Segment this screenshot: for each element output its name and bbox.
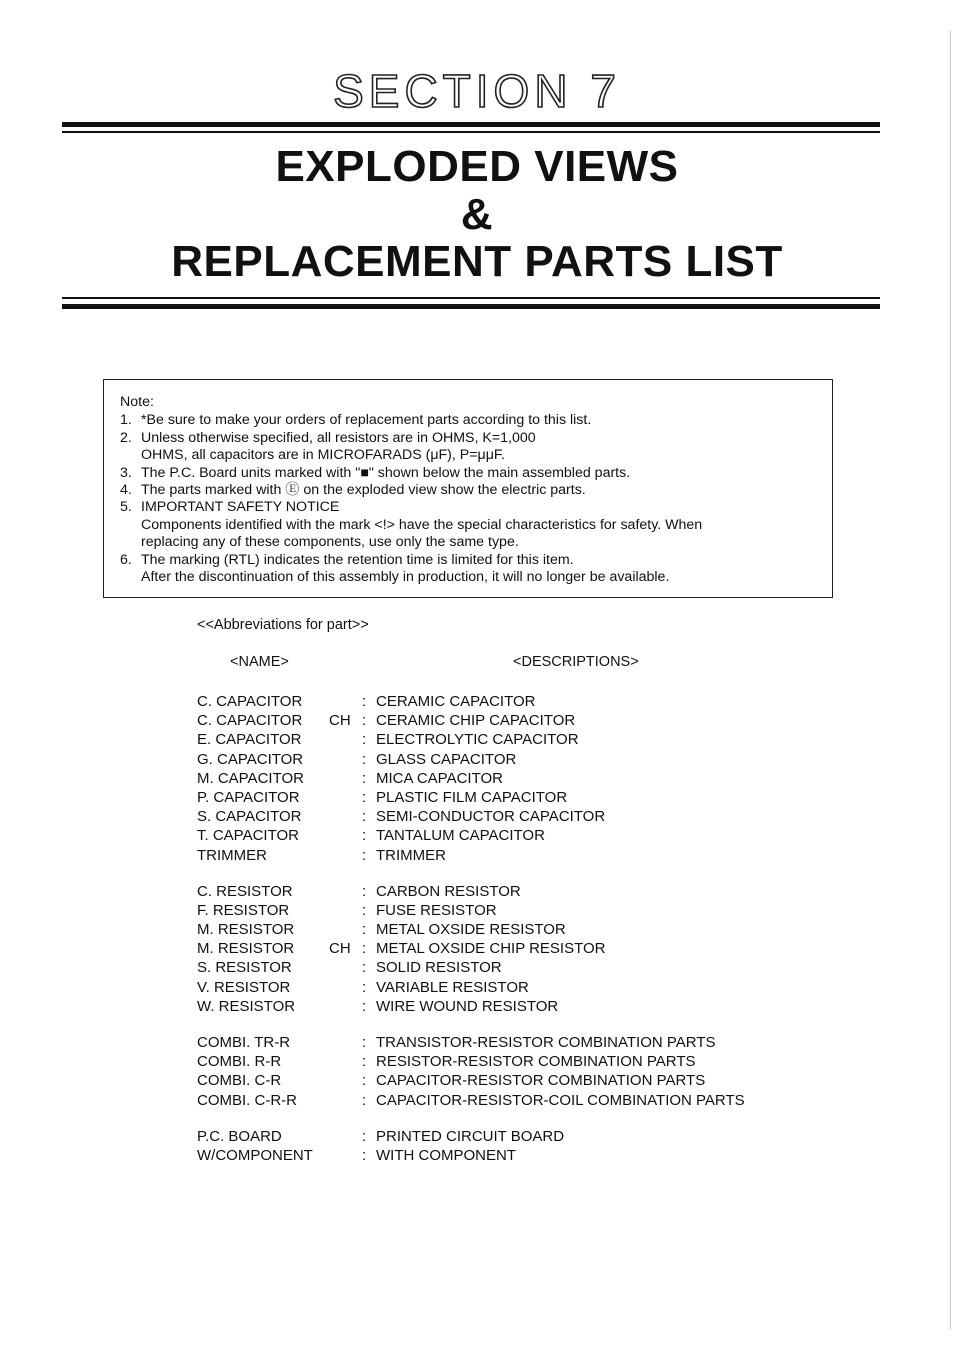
abbreviation-row: [197, 846, 797, 865]
abbreviation-colon: :: [362, 959, 367, 977]
abbreviation-colon: :: [362, 788, 367, 806]
abbreviation-name: W. RESISTOR: [197, 997, 296, 1015]
abbreviation-colon: :: [362, 731, 367, 749]
abbreviation-row: [197, 1127, 797, 1146]
note-item-line: [120, 569, 818, 586]
abbreviation-name: W/COMPONENT: [197, 1146, 313, 1164]
abbreviation-description: WIRE WOUND RESISTOR: [376, 997, 559, 1015]
abbreviation-row: [197, 826, 797, 845]
abbreviation-description: ELECTROLYTIC CAPACITOR: [376, 731, 579, 749]
abbreviation-row: [197, 711, 797, 730]
abbreviation-name: C. CAPACITOR: [197, 712, 303, 730]
abbreviation-name: P. CAPACITOR: [197, 788, 300, 806]
abbreviation-row: [197, 807, 797, 826]
abbreviation-colon: :: [362, 901, 367, 919]
description-column-header: <DESCRIPTIONS>: [513, 654, 639, 670]
note-item-number: 5.: [120, 499, 132, 516]
title-line-2: REPLACEMENT PARTS LIST: [171, 237, 783, 286]
abbreviation-row: [197, 769, 797, 788]
abbreviation-name: M. RESISTOR: [197, 940, 295, 958]
abbreviation-row: [197, 920, 797, 939]
abbreviation-name: V. RESISTOR: [197, 978, 291, 996]
note-box: [103, 379, 833, 598]
note-item-line: [120, 517, 818, 534]
note-item-text: *Be sure to make your orders of replacement parts according to this list.: [141, 412, 592, 429]
abbreviation-row: [197, 901, 797, 920]
abbreviation-name: E. CAPACITOR: [197, 731, 302, 749]
title-line-1: EXPLODED VIEWS: [275, 142, 679, 191]
abbreviation-name: COMBI. C-R-R: [197, 1091, 297, 1109]
note-item-text: The P.C. Board units marked with "■" shown below the main assembled parts.: [141, 464, 631, 481]
note-item-line: [120, 534, 818, 551]
note-item-text: The marking (RTL) indicates the retention time is limited for this item.: [141, 551, 574, 568]
top-rule-thick: [62, 122, 880, 127]
abbreviation-colon: :: [362, 827, 367, 845]
abbreviation-name: S. RESISTOR: [197, 959, 292, 977]
abbreviation-description: MICA CAPACITOR: [376, 769, 503, 787]
abbreviation-row: [197, 882, 797, 901]
abbreviation-name: COMBI. TR-R: [197, 1034, 291, 1051]
abbreviation-description: SEMI-CONDUCTOR CAPACITOR: [376, 808, 606, 826]
abbreviation-colon: :: [362, 1146, 367, 1164]
abbreviation-name: P.C. BOARD: [197, 1127, 282, 1145]
abbreviation-row: [197, 730, 797, 749]
abbreviation-colon: :: [362, 846, 367, 864]
abbreviation-name: M. CAPACITOR: [197, 769, 304, 787]
abbreviation-colon: :: [362, 693, 367, 710]
abbreviation-colon: :: [362, 921, 367, 939]
abbreviation-colon: :: [362, 1127, 367, 1145]
abbreviation-chip-marker: CH: [329, 712, 351, 730]
abbreviation-name: C. CAPACITOR: [197, 693, 303, 710]
note-item-text: The parts marked with Ⓔ on the exploded view show the electric parts.: [141, 482, 586, 499]
abbreviation-name: TRIMMER: [197, 846, 267, 864]
abbreviation-row: [197, 750, 797, 769]
note-item-line: [120, 447, 818, 464]
name-column-header: <NAME>: [230, 654, 289, 670]
abbreviation-description: PRINTED CIRCUIT BOARD: [376, 1127, 565, 1145]
abbreviations-list: [197, 692, 797, 1182]
abbreviation-colon: :: [362, 978, 367, 996]
note-item-number: 1.: [120, 412, 132, 429]
abbreviation-row: [197, 692, 797, 711]
note-item-text: After the discontinuation of this assembly in production, it will no longer be available.: [141, 569, 670, 586]
abbreviation-colon: :: [362, 808, 367, 826]
abbreviation-chip-marker: CH: [329, 940, 351, 958]
abbreviation-name: S. CAPACITOR: [197, 808, 302, 826]
abbreviation-row: [197, 1091, 797, 1110]
note-item-number: 4.: [120, 482, 132, 499]
abbreviations-title: <<Abbreviations for part>>: [197, 617, 369, 633]
abbreviation-row: [197, 788, 797, 807]
abbreviation-colon: :: [362, 1053, 367, 1071]
abbreviation-description: CARBON RESISTOR: [376, 882, 521, 900]
abbreviation-description: RESISTOR-RESISTOR COMBINATION PARTS: [376, 1053, 696, 1071]
abbreviation-description: FUSE RESISTOR: [376, 901, 497, 919]
abbreviation-name: COMBI. C-R: [197, 1072, 282, 1090]
note-item-line: [120, 465, 818, 482]
bottom-rule-thin: [62, 297, 880, 299]
abbreviation-name: F. RESISTOR: [197, 901, 290, 919]
abbreviation-description: CERAMIC CAPACITOR: [376, 693, 536, 710]
abbreviation-row: [197, 978, 797, 997]
note-item-text: Components identified with the mark <!> have the special characteristics for safety. When: [141, 516, 703, 533]
abbreviation-description: SOLID RESISTOR: [376, 959, 502, 977]
abbreviation-description: METAL OXSIDE CHIP RESISTOR: [376, 940, 606, 958]
abbreviation-group: [197, 882, 797, 1016]
note-item-number: 2.: [120, 429, 132, 446]
abbreviation-name: C. RESISTOR: [197, 882, 293, 900]
abbreviation-row: [197, 1071, 797, 1090]
abbreviation-group: [197, 692, 797, 865]
abbreviation-colon: :: [362, 997, 367, 1015]
note-item-line: [120, 430, 818, 447]
note-item-line: [120, 499, 818, 516]
abbreviation-description: VARIABLE RESISTOR: [376, 978, 529, 996]
abbreviation-name: G. CAPACITOR: [197, 750, 304, 768]
note-item-text: IMPORTANT SAFETY NOTICE: [141, 499, 340, 516]
abbreviation-colon: :: [362, 940, 367, 958]
abbreviation-name: COMBI. R-R: [197, 1053, 282, 1071]
top-rule-thin: [62, 131, 880, 133]
note-item-text: OHMS, all capacitors are in MICROFARADS (μF), P=μμF.: [141, 447, 505, 464]
abbreviation-group: [197, 1033, 797, 1110]
note-title: Note:: [120, 394, 154, 410]
note-item-number: 3.: [120, 464, 132, 481]
abbreviation-row: [197, 1146, 797, 1165]
note-item-number: 6.: [120, 551, 132, 568]
abbreviation-description: CAPACITOR-RESISTOR-COIL COMBINATION PARTS: [376, 1091, 745, 1109]
title-ampersand: &: [460, 190, 494, 239]
abbreviation-description: TRANSISTOR-RESISTOR COMBINATION PARTS: [376, 1034, 716, 1051]
abbreviation-row: [197, 939, 797, 958]
abbreviation-description: PLASTIC FILM CAPACITOR: [376, 788, 568, 806]
section-heading: SECTION 7: [333, 65, 621, 117]
abbreviation-row: [197, 997, 797, 1016]
abbreviation-colon: :: [362, 712, 367, 730]
abbreviation-description: METAL OXSIDE RESISTOR: [376, 921, 566, 939]
note-item-line: [120, 482, 818, 499]
abbreviation-row: [197, 1033, 797, 1052]
note-item-text: replacing any of these components, use only the same type.: [141, 534, 519, 551]
abbreviation-group: [197, 1127, 797, 1165]
abbreviation-description: GLASS CAPACITOR: [376, 750, 517, 768]
abbreviation-description: TANTALUM CAPACITOR: [376, 827, 545, 845]
bottom-rule-thick: [62, 304, 880, 309]
note-item-line: [120, 412, 818, 429]
abbreviation-colon: :: [362, 750, 367, 768]
abbreviation-colon: :: [362, 1072, 367, 1090]
note-item-line: [120, 552, 818, 569]
abbreviation-row: [197, 1052, 797, 1071]
abbreviation-colon: :: [362, 1034, 367, 1051]
abbreviation-colon: :: [362, 769, 367, 787]
abbreviation-colon: :: [362, 882, 367, 900]
abbreviation-description: TRIMMER: [376, 846, 446, 864]
abbreviation-row: [197, 958, 797, 977]
abbreviation-name: T. CAPACITOR: [197, 827, 299, 845]
abbreviation-description: WITH COMPONENT: [376, 1146, 516, 1164]
abbreviation-description: CAPACITOR-RESISTOR COMBINATION PARTS: [376, 1072, 706, 1090]
abbreviation-colon: :: [362, 1091, 367, 1109]
abbreviation-description: CERAMIC CHIP CAPACITOR: [376, 712, 576, 730]
abbreviation-name: M. RESISTOR: [197, 921, 295, 939]
note-item-text: Unless otherwise specified, all resistors are in OHMS, K=1,000: [141, 429, 536, 446]
